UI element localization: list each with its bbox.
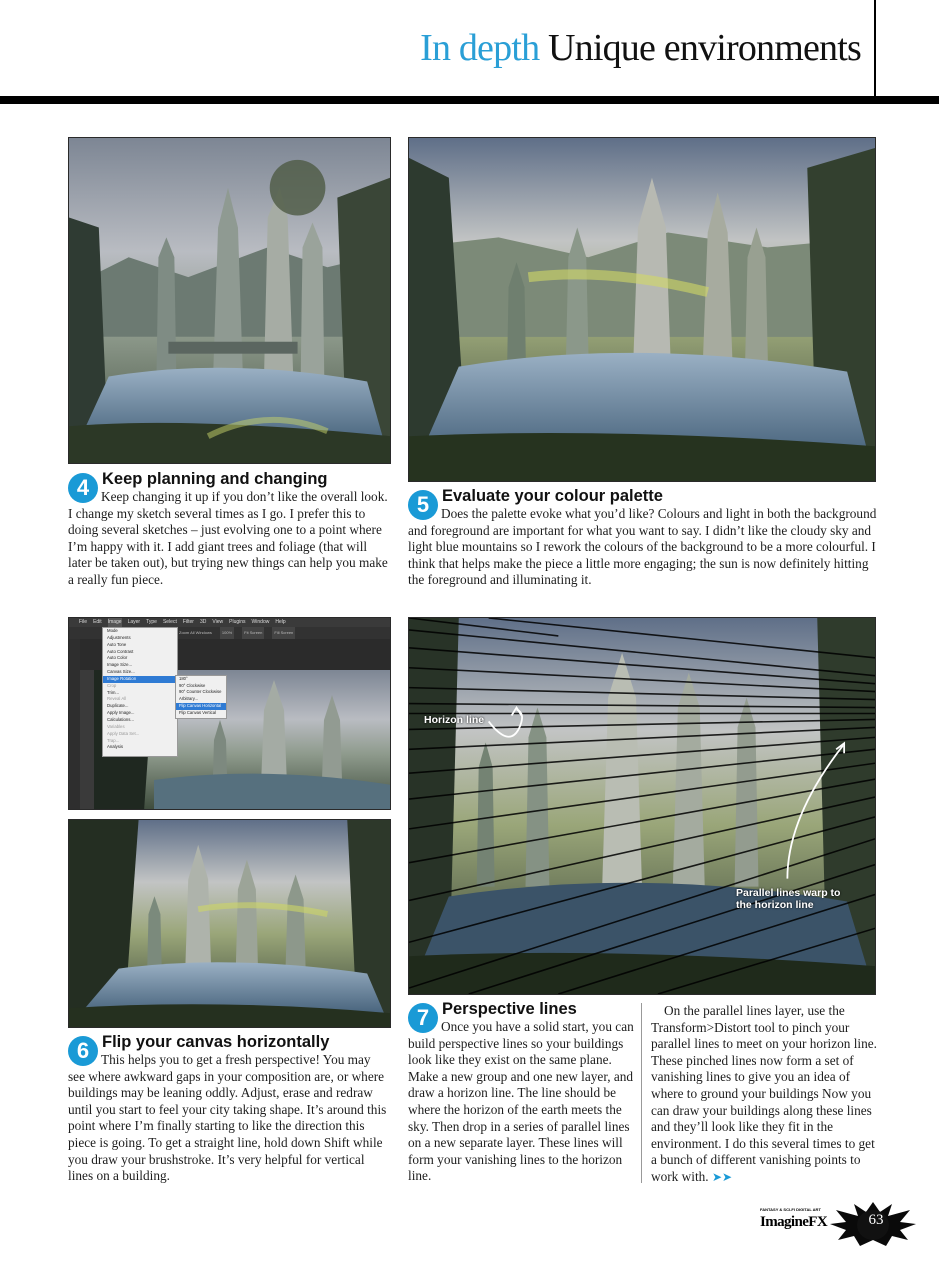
menu-item[interactable]: Auto Contrast xyxy=(107,648,134,654)
option-100[interactable]: 100% xyxy=(220,627,234,639)
menu-item-image-rotation[interactable]: Image Rotation xyxy=(103,676,177,683)
menu-item[interactable]: Mode xyxy=(107,628,118,633)
image-menu xyxy=(102,627,178,757)
footer-brand xyxy=(760,1207,828,1231)
column-divider xyxy=(641,1003,642,1183)
submenu-item[interactable]: Flip Canvas Vertical xyxy=(179,709,217,715)
option-fit-screen[interactable]: Fit Screen xyxy=(242,627,264,639)
menu-item[interactable]: Calculations... xyxy=(107,716,134,722)
step7-perspective-image xyxy=(408,617,876,995)
menubar-item[interactable]: Layer xyxy=(127,619,141,625)
menubar-item[interactable]: Edit xyxy=(93,619,102,625)
step4-sketch-image xyxy=(68,137,391,464)
menu-item[interactable]: Analysis xyxy=(107,744,124,750)
step6-body: This helps you to get a fresh perspective! You may see where awkward gaps in your composition are, or where buildings may be leaning oddly. Adjust, erase and redraw until you start to feel your city taking shape. It’s around this point where I’m finally starting to like the direction this piece is going. To get a straight line, hold down Shift while you draw your brushstroke. It’s very helpful for vertical lines on a building. xyxy=(68,1052,387,1184)
footer-brand-tagline: FANTASY & SCI-FI DIGITAL ART xyxy=(760,1207,821,1212)
menu-item[interactable]: Crop xyxy=(107,682,117,688)
step7-number-badge: 7 xyxy=(408,1003,438,1033)
menubar-item[interactable]: Window xyxy=(251,619,270,625)
app-menubar xyxy=(69,618,391,627)
step6-number-badge: 6 xyxy=(68,1036,98,1066)
step4-number-badge: 4 xyxy=(68,473,98,503)
option-fill-screen[interactable]: Fill Screen xyxy=(272,627,295,639)
menu-item[interactable]: Reveal All xyxy=(107,696,127,702)
rotation-submenu xyxy=(175,675,227,719)
menubar-item[interactable]: Plugins xyxy=(229,619,246,625)
menu-item[interactable]: Canvas Size... xyxy=(107,669,135,675)
app-toolbox[interactable] xyxy=(80,670,94,810)
parallel-lines-label: Parallel lines warp to the horizon line xyxy=(736,887,841,911)
step6-flipped-image xyxy=(68,819,391,1028)
step5-body: Does the palette evoke what you’d like? Colours and light in both the background and foreground are important for what you want to say. I didn’t like the cloudy sky and light blue mountains so I rework the colours of the background to be a more colourful. I think that helps make the piece a little more engaging; the sun is now definitely hitting the foreground and illuminating it. xyxy=(408,506,877,588)
section-title-text: Unique environments xyxy=(547,27,861,69)
step5-number-badge: 5 xyxy=(408,490,438,520)
step7-body: Once you have a solid start, you can build perspective lines so your buildings look like they exist on the same plane. Make a new group and one new layer, and draw a horizon line. The line should be where the horizon of the earth meets the sky. Then drop in a series of parallel lines on a new separate layer. These lines will form your vanishing lines to the horizon line. xyxy=(408,1019,634,1184)
step4-body: Keep changing it up if you don’t like the overall look. I change my sketch several times as I go. I prefer this to doing several sketches – just evolving one to a point where I’m happy with it. I add giant trees and foliage (that will later be taken out), but trying new things can help you make a really fun piece. xyxy=(68,489,388,587)
submenu-item[interactable]: 180° xyxy=(179,676,188,681)
step4-heading: Keep planning and changing xyxy=(102,470,328,488)
menubar-item[interactable]: Image xyxy=(107,619,122,625)
menubar-item[interactable]: Select xyxy=(162,619,177,625)
submenu-item[interactable]: 90° Counter Clockwise xyxy=(179,689,222,695)
step5-heading: Evaluate your colour palette xyxy=(442,487,663,505)
menu-item[interactable]: Auto Color xyxy=(107,655,128,661)
menu-item[interactable]: Auto Tone xyxy=(107,641,127,647)
menu-item[interactable]: Trap... xyxy=(107,737,120,743)
menubar-item[interactable]: File xyxy=(79,619,88,625)
menubar-item[interactable]: Help xyxy=(275,619,286,625)
option-zoom-all[interactable]: Zoom All Windows xyxy=(179,630,212,635)
header-rule xyxy=(0,96,939,104)
menubar-item[interactable]: View xyxy=(212,619,224,625)
step7-heading: Perspective lines xyxy=(442,1000,577,1018)
app-left-rail xyxy=(69,639,80,810)
submenu-item[interactable]: 90° Clockwise xyxy=(179,682,206,688)
submenu-item[interactable]: Arbitrary... xyxy=(179,696,199,702)
menu-item[interactable]: Adjustments xyxy=(107,634,131,640)
footer-brand-name: ImagineFX xyxy=(760,1214,828,1230)
step5-colour-image xyxy=(408,137,876,482)
menu-item[interactable]: Trim... xyxy=(107,689,120,695)
menu-item[interactable]: Apply Image... xyxy=(107,710,135,716)
menu-item[interactable]: Apply Data Set... xyxy=(107,730,140,736)
app-screenshot xyxy=(68,617,391,810)
header-vertical-rule xyxy=(874,0,876,97)
menu-item[interactable]: Image Size... xyxy=(107,662,133,668)
continue-arrow-icon: ➤➤ xyxy=(711,1169,733,1184)
section-title xyxy=(420,26,861,70)
step6-heading: Flip your canvas horizontally xyxy=(102,1033,330,1051)
menubar-item[interactable]: Filter xyxy=(182,619,194,625)
step7-body-continued: On the parallel lines layer, use the Transform>Distort tool to pinch your parallel lines to meet on your horizon line. These pinched lines now form a set of vanishing lines to give you an idea of where to ground your buildings Now you can draw your buildings along these lines and they’ll look like they fit in the environment. I do this several times to get a bunch of different vanishing points to work with. ➤➤ xyxy=(651,1003,877,1184)
menu-item[interactable]: Duplicate... xyxy=(107,703,129,709)
horizon-line-label: Horizon line xyxy=(424,714,485,726)
menu-item[interactable]: Variables xyxy=(107,723,125,729)
page-number: 63 xyxy=(868,1212,884,1228)
section-highlight: In depth xyxy=(420,27,540,69)
menubar-item[interactable]: 3D xyxy=(199,619,207,625)
submenu-item-flip-horizontal[interactable]: Flip Canvas Horizontal xyxy=(176,703,226,710)
menubar-item[interactable]: Type xyxy=(146,619,157,625)
